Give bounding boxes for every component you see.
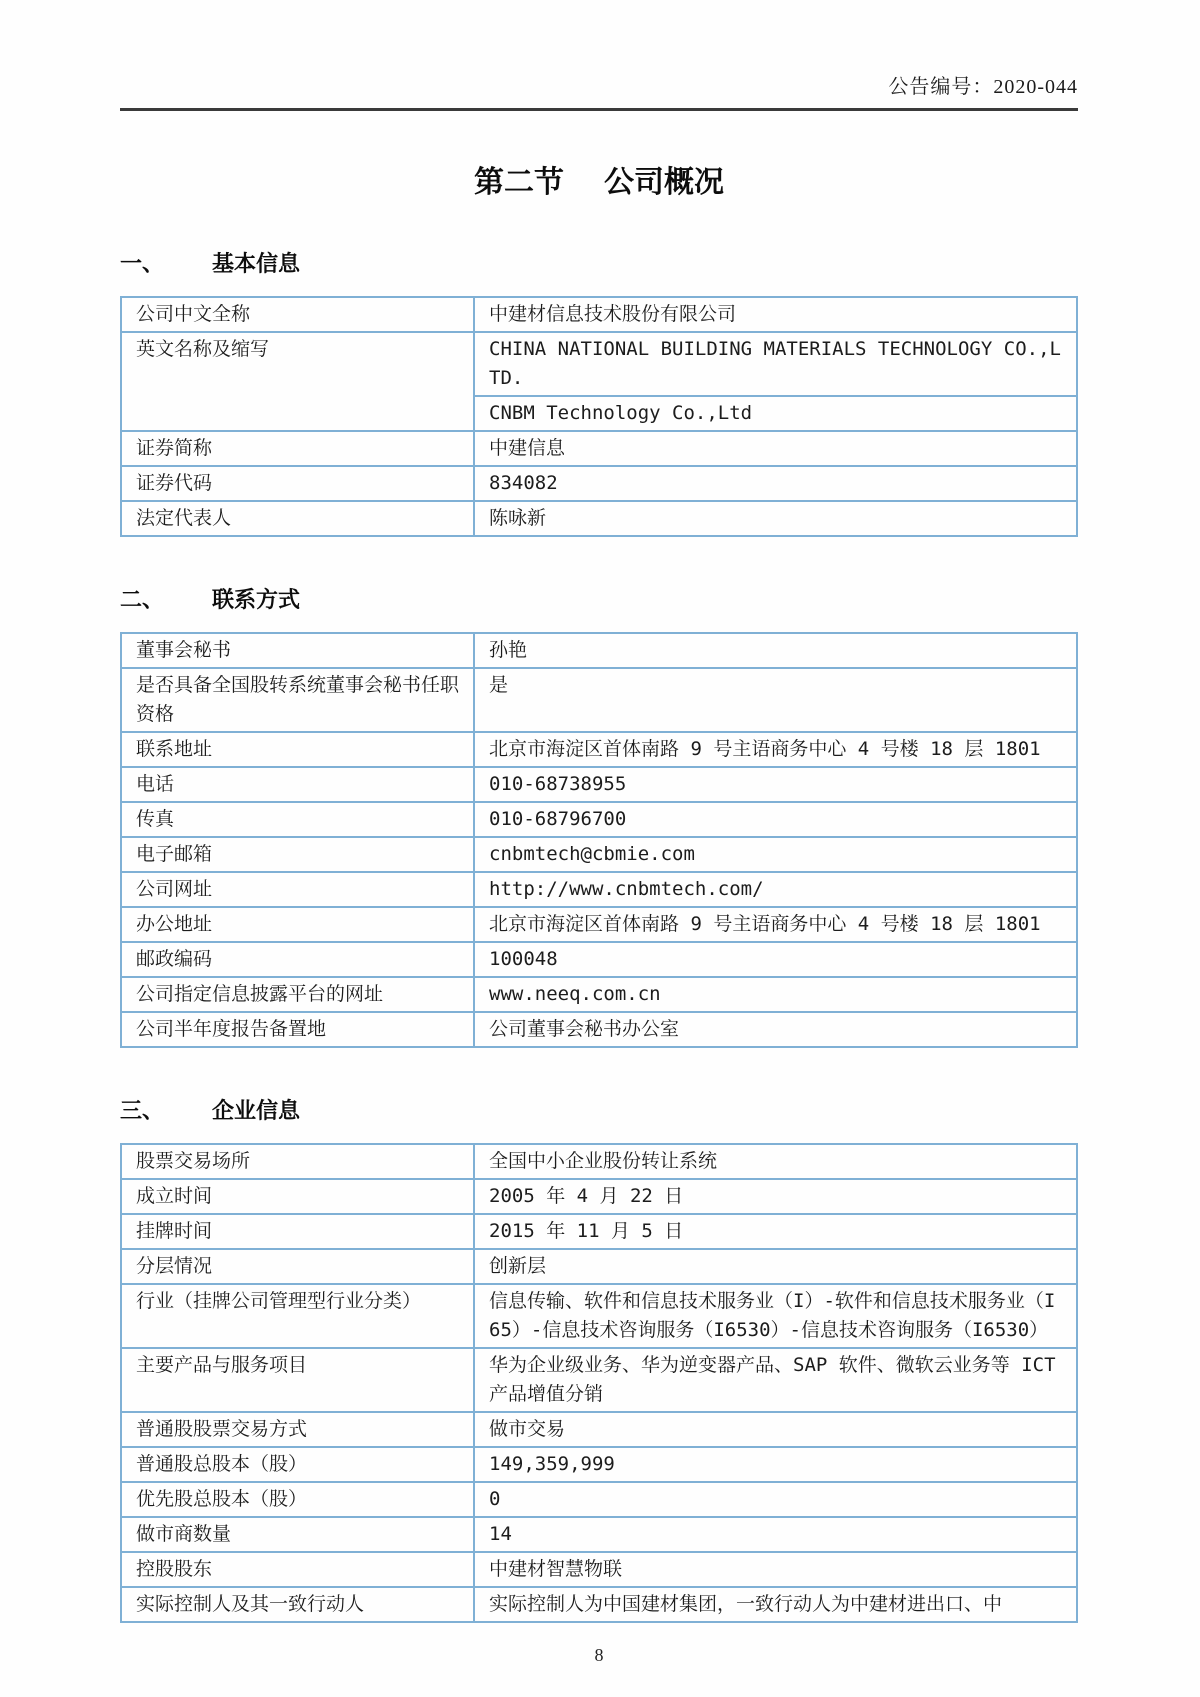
row-label: 是否具备全国股转系统董事会秘书任职资格 (121, 668, 474, 732)
row-value: CHINA NATIONAL BUILDING MATERIALS TECHNOLOGY CO.,LTD. (474, 332, 1077, 396)
row-label: 做市商数量 (121, 1517, 474, 1552)
row-value: 0 (474, 1482, 1077, 1517)
table-row (121, 1012, 1077, 1047)
table-row (121, 466, 1077, 501)
basic-info-table (120, 296, 1078, 537)
row-label: 优先股总股本（股） (121, 1482, 474, 1517)
enterprise-info-table (120, 1143, 1078, 1623)
table-row (121, 1214, 1077, 1249)
row-value: 010-68738955 (474, 767, 1077, 802)
page-number: 8 (594, 1645, 604, 1665)
row-label: 成立时间 (121, 1179, 474, 1214)
table-row (121, 501, 1077, 536)
row-value: 公司董事会秘书办公室 (474, 1012, 1077, 1047)
section-heading-basic-info (120, 247, 1078, 278)
row-label: 公司网址 (121, 872, 474, 907)
row-value: 2015 年 11 月 5 日 (474, 1214, 1077, 1249)
row-label: 分层情况 (121, 1249, 474, 1284)
row-label: 法定代表人 (121, 501, 474, 536)
row-value: 北京市海淀区首体南路 9 号主语商务中心 4 号楼 18 层 1801 (474, 907, 1077, 942)
table-row (121, 332, 1077, 396)
row-value: 信息传输、软件和信息技术服务业（I）-软件和信息技术服务业（I65）-信息技术咨询服务（I6530）-信息技术咨询服务（I6530） (474, 1284, 1077, 1348)
table-row (121, 1482, 1077, 1517)
row-label: 控股股东 (121, 1552, 474, 1587)
row-label: 董事会秘书 (121, 633, 474, 668)
row-label: 邮政编码 (121, 942, 474, 977)
table-row (121, 767, 1077, 802)
row-label: 证券简称 (121, 431, 474, 466)
table-row (121, 431, 1077, 466)
row-value: 中建信息 (474, 431, 1077, 466)
table-row (121, 872, 1077, 907)
section-title: 企业信息 (212, 1098, 301, 1123)
table-row (121, 1412, 1077, 1447)
row-label: 股票交易场所 (121, 1144, 474, 1179)
page-title (120, 157, 1078, 201)
table-row (121, 633, 1077, 668)
table-row (121, 1179, 1077, 1214)
table-row (121, 668, 1077, 732)
section-heading-enterprise-info (120, 1094, 1078, 1125)
section-title: 基本信息 (212, 251, 301, 276)
row-label: 英文名称及缩写 (121, 332, 474, 431)
section-heading-contact-info (120, 583, 1078, 614)
row-value: cnbmtech@cbmie.com (474, 837, 1077, 872)
table-row (121, 977, 1077, 1012)
row-value: 创新层 (474, 1249, 1077, 1284)
row-value: 全国中小企业股份转让系统 (474, 1144, 1077, 1179)
row-value: 做市交易 (474, 1412, 1077, 1447)
row-value: 孙艳 (474, 633, 1077, 668)
table-row (121, 942, 1077, 977)
row-value: 陈咏新 (474, 501, 1077, 536)
row-label: 电子邮箱 (121, 837, 474, 872)
section-number: 二、 (120, 587, 165, 612)
table-row (121, 837, 1077, 872)
row-label: 公司半年度报告备置地 (121, 1012, 474, 1047)
row-value: 北京市海淀区首体南路 9 号主语商务中心 4 号楼 18 层 1801 (474, 732, 1077, 767)
table-row (121, 297, 1077, 332)
table-row (121, 1144, 1077, 1179)
document-content (120, 70, 1078, 1666)
row-label: 实际控制人及其一致行动人 (121, 1587, 474, 1622)
row-label: 传真 (121, 802, 474, 837)
title-text: 公司概况 (604, 166, 724, 199)
header-rule (120, 108, 1078, 111)
row-label: 行业（挂牌公司管理型行业分类） (121, 1284, 474, 1348)
table-row (121, 732, 1077, 767)
row-value: 是 (474, 668, 1077, 732)
row-value: 实际控制人为中国建材集团，一致行动人为中建材进出口、中 (474, 1587, 1077, 1622)
row-label: 主要产品与服务项目 (121, 1348, 474, 1412)
row-value: 14 (474, 1517, 1077, 1552)
section-title: 联系方式 (212, 587, 301, 612)
row-value: www.neeq.com.cn (474, 977, 1077, 1012)
row-value: 中建材信息技术股份有限公司 (474, 297, 1077, 332)
row-value: CNBM Technology Co.,Ltd (474, 396, 1077, 431)
row-label: 挂牌时间 (121, 1214, 474, 1249)
table-row (121, 907, 1077, 942)
announcement-number: 公告编号：2020-044 (888, 76, 1078, 98)
section-number: 三、 (120, 1098, 165, 1123)
row-label: 普通股总股本（股） (121, 1447, 474, 1482)
row-value: http://www.cnbmtech.com/ (474, 872, 1077, 907)
row-label: 公司中文全称 (121, 297, 474, 332)
row-label: 电话 (121, 767, 474, 802)
row-value: 010-68796700 (474, 802, 1077, 837)
table-row (121, 1552, 1077, 1587)
section-number: 一、 (120, 251, 165, 276)
row-label: 公司指定信息披露平台的网址 (121, 977, 474, 1012)
row-label: 办公地址 (121, 907, 474, 942)
page-footer (120, 1645, 1078, 1666)
table-row (121, 1348, 1077, 1412)
table-row (121, 1249, 1077, 1284)
row-value: 华为企业级业务、华为逆变器产品、SAP 软件、微软云业务等 ICT 产品增值分销 (474, 1348, 1077, 1412)
table-row (121, 1517, 1077, 1552)
row-value: 149,359,999 (474, 1447, 1077, 1482)
row-value: 834082 (474, 466, 1077, 501)
row-value: 2005 年 4 月 22 日 (474, 1179, 1077, 1214)
table-row (121, 1284, 1077, 1348)
row-label: 证券代码 (121, 466, 474, 501)
row-value: 中建材智慧物联 (474, 1552, 1077, 1587)
row-label: 联系地址 (121, 732, 474, 767)
row-label: 普通股股票交易方式 (121, 1412, 474, 1447)
contact-info-table (120, 632, 1078, 1048)
table-row (121, 802, 1077, 837)
title-section-label: 第二节 (474, 166, 564, 199)
row-value: 100048 (474, 942, 1077, 977)
table-row (121, 1447, 1077, 1482)
table-row (121, 1587, 1077, 1622)
